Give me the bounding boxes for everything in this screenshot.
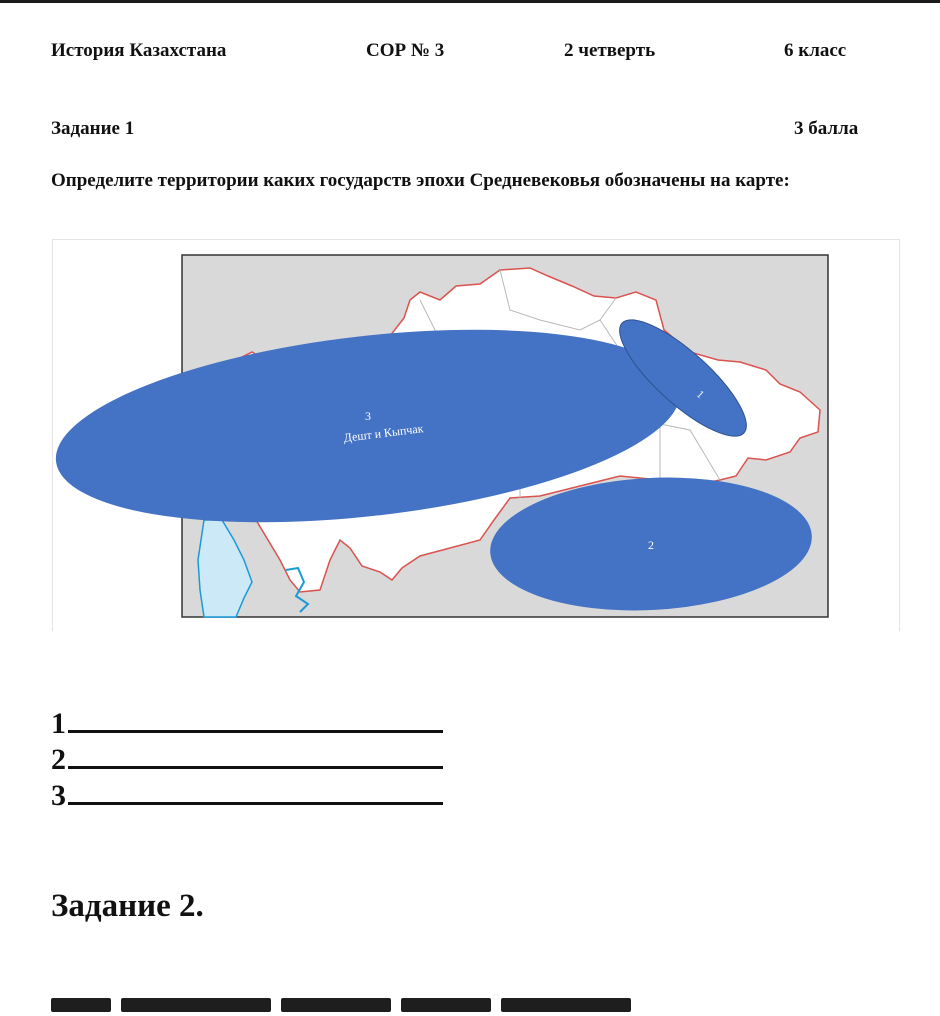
task2-title: Задание 2.: [51, 888, 204, 924]
ellipse-2-label: 2: [648, 538, 654, 552]
answer-blank[interactable]: [68, 742, 443, 769]
answer-blank[interactable]: [68, 706, 443, 733]
quarter-label: 2 четверть: [564, 40, 656, 61]
sor-number: СОР № 3: [366, 40, 445, 61]
answer-blank[interactable]: [68, 778, 443, 805]
task1-title: Задание 1: [51, 118, 135, 139]
task1-question: Определите территории каких государств эпохи Средневековья обозначены на карте:: [51, 170, 790, 191]
answer-line-2[interactable]: [51, 742, 443, 775]
answer-number: 2: [51, 743, 66, 776]
ellipse-1-label: 1: [693, 388, 707, 402]
cropped-text-line: [51, 998, 741, 1016]
ellipse-3-number: 3: [365, 409, 371, 423]
task1-points: 3 балла: [794, 118, 859, 139]
answer-line-3[interactable]: [51, 778, 443, 811]
ellipse-3-name: Дешт и Кыпчак: [342, 421, 425, 445]
subject-title: История Казахстана: [51, 40, 227, 61]
grade-label: 6 класс: [784, 40, 847, 61]
answer-line-1[interactable]: [51, 706, 443, 739]
answer-number: 3: [51, 779, 66, 812]
answer-number: 1: [51, 707, 66, 740]
